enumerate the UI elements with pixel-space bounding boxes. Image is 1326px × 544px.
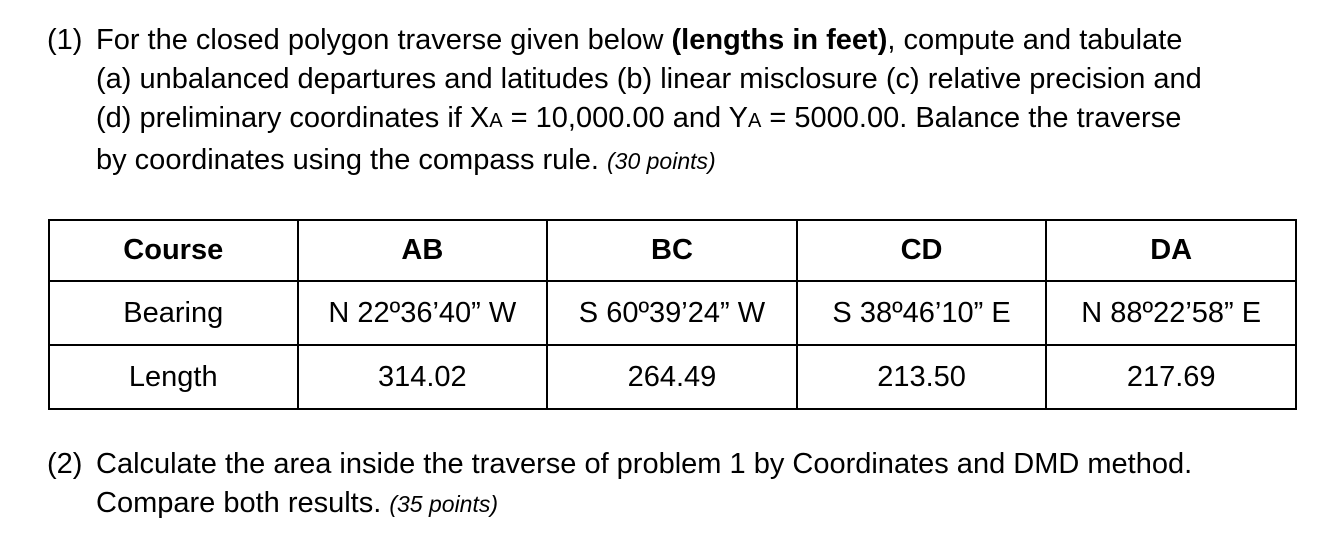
problem-1-line-4 xyxy=(47,141,1307,181)
problem-2-points: (35 points) xyxy=(389,491,499,517)
problem-2-number: (2) xyxy=(47,448,83,480)
problem-1-line-3-a: (d) preliminary coordinates if X xyxy=(96,102,490,134)
problem-2 xyxy=(47,445,1307,524)
problem-2-text: Calculate the area inside the traverse of problem 1 by Coordinates and DMD method. xyxy=(96,448,1193,480)
bearing-ab: N 22º36’40” W xyxy=(298,281,548,345)
problem-2-line-2-text: Compare both results. xyxy=(96,487,390,519)
header-cd: CD xyxy=(797,220,1047,281)
problem-1 xyxy=(47,21,1307,181)
problem-1-line-2: (a) unbalanced departures and latitudes (b) linear misclosure (c) relative precision and xyxy=(96,63,1202,95)
header-course: Course xyxy=(49,220,298,281)
x-subscript: A xyxy=(489,110,503,132)
table-row-bearing xyxy=(49,281,1296,345)
problem-1-points: (30 points) xyxy=(607,148,716,174)
problem-1-line-4-text: by coordinates using the compass rule. xyxy=(96,144,607,176)
table-row-length xyxy=(49,345,1296,409)
problem-2-line-2 xyxy=(47,484,1307,524)
bearing-da: N 88º22’58” E xyxy=(1046,281,1296,345)
problem-1-line-1 xyxy=(47,21,1307,60)
bearing-bc: S 60º39’24” W xyxy=(547,281,797,345)
header-bc: BC xyxy=(547,220,797,281)
y-subscript: A xyxy=(748,110,762,132)
bearing-cd: S 38º46’10” E xyxy=(797,281,1047,345)
table-header-row xyxy=(49,220,1296,281)
length-ab: 314.02 xyxy=(298,345,548,409)
header-ab: AB xyxy=(298,220,548,281)
problem-1-number: (1) xyxy=(47,24,83,56)
problem-2-line-1 xyxy=(47,445,1307,484)
traverse-table xyxy=(48,219,1297,410)
length-cd: 213.50 xyxy=(797,345,1047,409)
bearing-label: Bearing xyxy=(49,281,298,345)
lengths-in-feet-note: (lengths in feet) xyxy=(671,24,888,56)
problem-1-text-a: For the closed polygon traverse given below xyxy=(96,24,672,56)
length-da: 217.69 xyxy=(1046,345,1296,409)
header-da: DA xyxy=(1046,220,1296,281)
length-bc: 264.49 xyxy=(547,345,797,409)
problem-1-line-3 xyxy=(47,99,1307,141)
problem-1-line-3-b: = 10,000.00 and Y xyxy=(502,102,748,134)
length-label: Length xyxy=(49,345,298,409)
problem-1-line-3-c: = 5000.00. Balance the traverse xyxy=(761,102,1182,134)
problem-1-text-b: , compute and tabulate xyxy=(887,24,1183,56)
